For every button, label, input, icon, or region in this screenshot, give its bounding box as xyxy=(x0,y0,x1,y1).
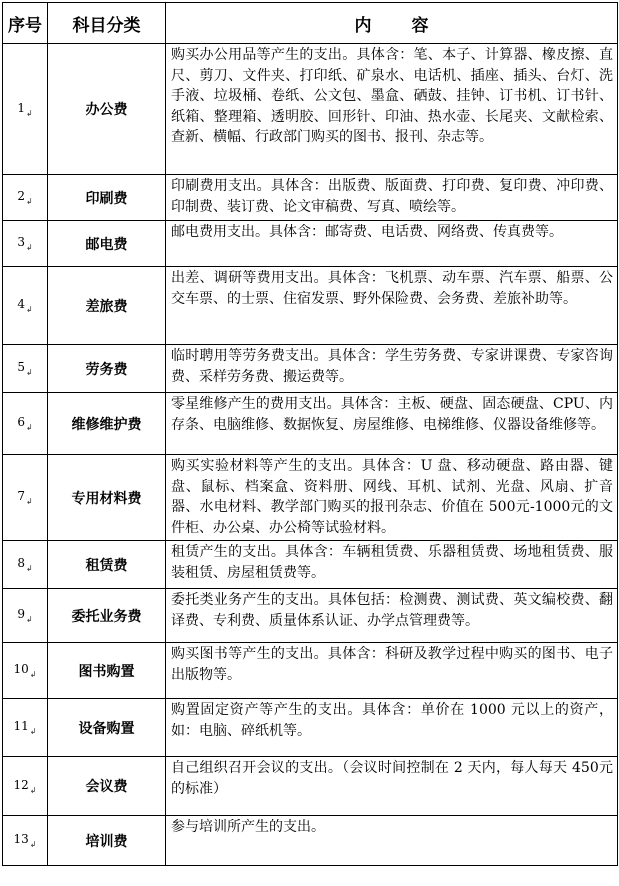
row-number-cell xyxy=(3,757,48,816)
row-number: 1 xyxy=(17,100,25,115)
content-cell: 出差、调研等费用支出。具体含：飞机票、动车票、汽车票、船票、公交车票、的士票、住宿发票、野外保险费、会务费、差旅补助等。 xyxy=(166,267,618,345)
category-cell: 会议费 xyxy=(48,757,166,816)
content-cell: 印刷费用支出。具体含：出版费、版面费、打印费、复印费、冲印费、印制费、装订费、论文审稿费、写真、喷绘等。 xyxy=(166,175,618,221)
content-cell: 购买图书等产生的支出。具体含：科研及教学过程中购买的图书、电子出版物等。 xyxy=(166,643,618,699)
row-number-cell xyxy=(3,455,48,541)
category-cell: 印刷费 xyxy=(48,175,166,221)
category-cell: 设备购置 xyxy=(48,699,166,757)
row-number-cell xyxy=(3,221,48,267)
table-row xyxy=(3,757,618,816)
table-row xyxy=(3,541,618,589)
table-row xyxy=(3,455,618,541)
expense-category-table xyxy=(2,2,618,866)
category-cell: 培训费 xyxy=(48,816,166,866)
header-content: 内容 xyxy=(166,3,618,44)
row-number-cell xyxy=(3,267,48,345)
paragraph-mark-icon: ↲ xyxy=(25,497,33,506)
table-header-row xyxy=(3,3,618,44)
content-cell: 购买实验材料等产生的支出。具体含：U 盘、移动硬盘、路由器、键盘、鼠标、档案盒、资料册、网线、耳机、试剂、光盘、风扇、扩音器、水电材料、教学部门购买的报刊杂志、价值在 500元-1000元的文件柜、办公桌、办公椅等试验材料。 xyxy=(166,455,618,541)
table-row xyxy=(3,393,618,455)
header-category: 科目分类 xyxy=(48,3,166,44)
paragraph-mark-icon: ↲ xyxy=(25,197,33,206)
table-row xyxy=(3,221,618,267)
category-cell: 办公费 xyxy=(48,44,166,175)
row-number: 13 xyxy=(13,832,29,846)
content-cell: 参与培训所产生的支出。 xyxy=(166,816,618,866)
paragraph-mark-icon: ↲ xyxy=(25,423,33,432)
table-row xyxy=(3,589,618,643)
content-cell: 邮电费用支出。具体含：邮寄费、电话费、网络费、传真费等。 xyxy=(166,221,618,267)
row-number: 10 xyxy=(13,662,29,676)
content-cell: 购置固定资产等产生的支出。具体含：单价在 1000 元以上的资产，如：电脑、碎纸机等。 xyxy=(166,699,618,757)
row-number: 8 xyxy=(17,556,25,570)
category-cell: 委托业务费 xyxy=(48,589,166,643)
paragraph-mark-icon: ↲ xyxy=(25,564,33,573)
row-number-cell xyxy=(3,175,48,221)
row-number: 12 xyxy=(13,777,29,792)
paragraph-mark-icon: ↲ xyxy=(25,243,33,252)
paragraph-mark-icon: ↲ xyxy=(29,785,37,795)
row-number-cell xyxy=(3,816,48,866)
table-row xyxy=(3,643,618,699)
paragraph-mark-icon: ↲ xyxy=(25,615,33,624)
content-cell: 委托类业务产生的支出。具体包括：检测费、测试费、英文编校费、翻译费、专利费、质量体系认证、办学点管理费等。 xyxy=(166,589,618,643)
category-cell: 劳务费 xyxy=(48,345,166,393)
row-number-cell xyxy=(3,541,48,589)
row-number-cell xyxy=(3,589,48,643)
row-number: 11 xyxy=(13,719,29,733)
category-cell: 图书购置 xyxy=(48,643,166,699)
table-row xyxy=(3,699,618,757)
category-cell: 维修维护费 xyxy=(48,393,166,455)
content-cell: 自己组织召开会议的支出。（会议时间控制在 2 天内，每人每天 450元的标准） xyxy=(166,757,618,816)
row-number: 3 xyxy=(17,235,25,249)
table-row xyxy=(3,816,618,866)
paragraph-mark-icon: ↲ xyxy=(25,368,33,377)
category-cell: 邮电费 xyxy=(48,221,166,267)
row-number: 7 xyxy=(17,489,25,503)
paragraph-mark-icon: ↲ xyxy=(29,727,37,736)
paragraph-mark-icon: ↲ xyxy=(29,670,37,679)
header-seq: 序号 xyxy=(3,3,48,44)
row-number-cell xyxy=(3,699,48,757)
row-number-cell xyxy=(3,643,48,699)
category-cell: 专用材料费 xyxy=(48,455,166,541)
row-number-cell xyxy=(3,44,48,175)
row-number: 4 xyxy=(17,297,25,311)
category-cell: 差旅费 xyxy=(48,267,166,345)
row-number: 6 xyxy=(17,415,25,429)
row-number: 9 xyxy=(17,607,25,621)
table-row xyxy=(3,345,618,393)
table-body xyxy=(3,44,618,866)
paragraph-mark-icon: ↲ xyxy=(29,840,37,849)
paragraph-mark-icon: ↲ xyxy=(25,108,33,118)
table-row xyxy=(3,267,618,345)
table-row xyxy=(3,44,618,175)
paragraph-mark-icon: ↲ xyxy=(25,305,33,314)
content-cell: 零星维修产生的费用支出。具体含：主板、硬盘、固态硬盘、CPU、内存条、电脑维修、数据恢复、房屋维修、电梯维修、仪器设备维修等。 xyxy=(166,393,618,455)
category-cell: 租赁费 xyxy=(48,541,166,589)
row-number-cell xyxy=(3,393,48,455)
row-number: 2 xyxy=(17,189,25,203)
content-cell: 租赁产生的支出。具体含：车辆租赁费、乐器租赁费、场地租赁费、服装租赁、房屋租赁费等。 xyxy=(166,541,618,589)
content-cell: 购买办公用品等产生的支出。具体含：笔、本子、计算器、橡皮擦、直尺、剪刀、文件夹、打印纸、矿泉水、电话机、插座、插头、台灯、洗手液、垃圾桶、卷纸、公文包、墨盒、硒鼓、挂钟、订书机、订书针、纸箱、整理箱、透明胶、回形针、印油、热水壶、长尾夹、文献检索、查新、横幅、行政部门购买的图书、报刊、杂志等。 xyxy=(166,44,618,175)
row-number: 5 xyxy=(17,360,25,374)
content-cell: 临时聘用等劳务费支出。具体含：学生劳务费、专家讲课费、专家咨询费、采样劳务费、搬运费等。 xyxy=(166,345,618,393)
table-row xyxy=(3,175,618,221)
row-number-cell xyxy=(3,345,48,393)
